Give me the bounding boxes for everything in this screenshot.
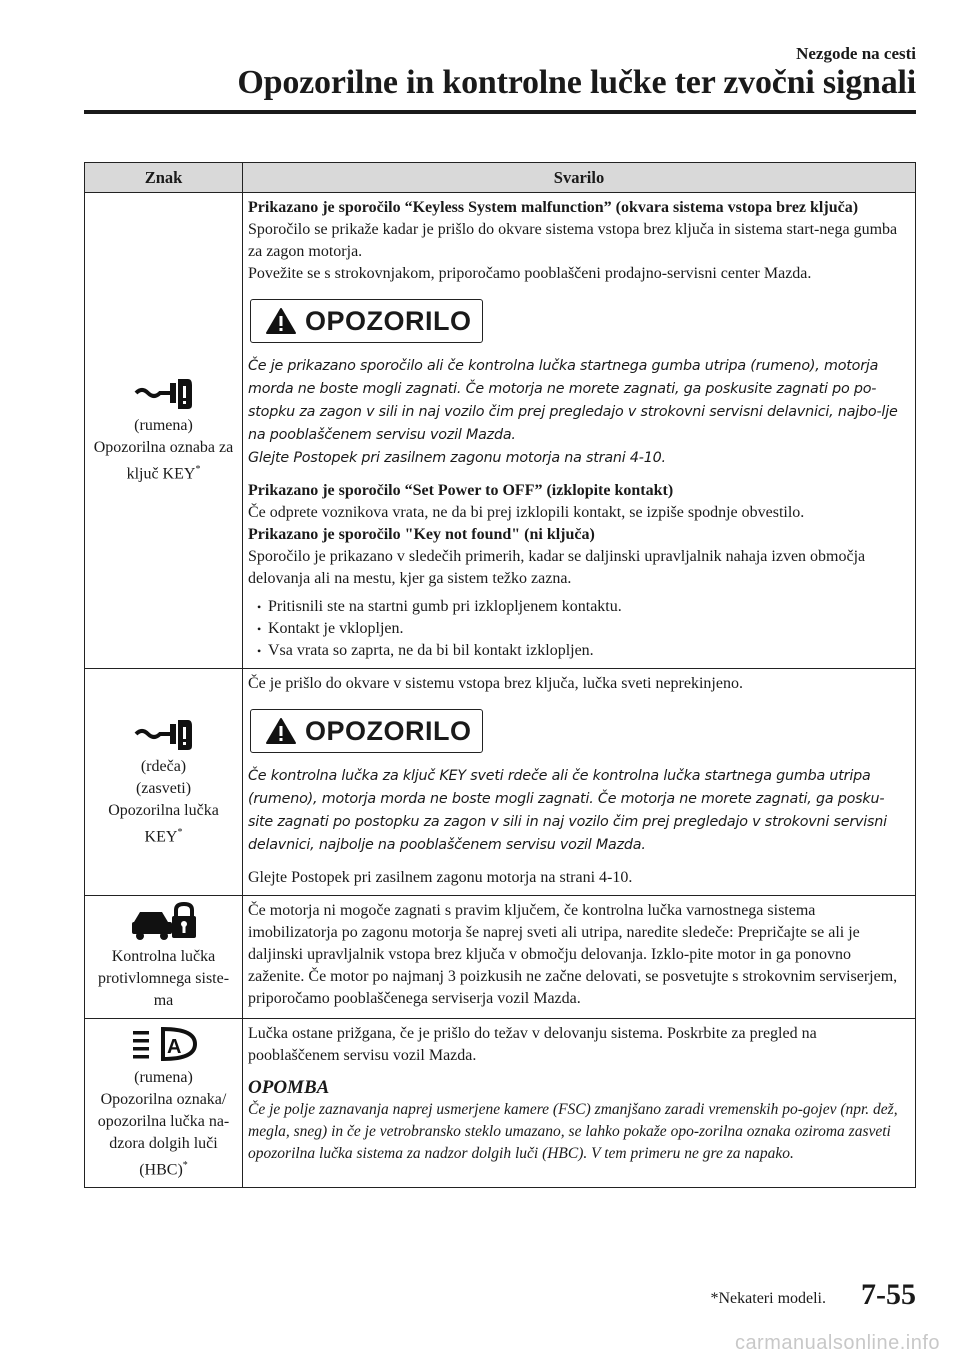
warning-reference: Glejte Postopek pri zasilnem zagonu motorja na strani 4-10. — [248, 450, 666, 466]
message-title: Prikazano je sporočilo “Set Power to OFF” (izklopite kontakt) — [248, 482, 674, 499]
page-number: 7-55 — [861, 1278, 916, 1311]
note-title: OPOMBA — [248, 1077, 330, 1098]
bullet-list — [248, 596, 907, 662]
message-text: Če motorja ni mogoče zagnati s pravim ključem, če kontrolna lučka varnostnega sistema imobilizatorja po zagonu motorja še naprej sveti ali utripa, naredite sledeče: Prepričajte se ali je daljinski upravljalnik vstopa brez ključa v območju delovanja. Izklo-pite motor in ga ponovno zaženite. Če motor po najmanj 3 poizkusih ne začne delovati, se posvetujte s strokovnim serviserjem, priporočamo pooblaščenega serviserja vozil Mazda. — [248, 902, 898, 1007]
warning-cell — [243, 1019, 916, 1188]
warning-badge — [250, 709, 483, 753]
sign-label: Opozorilna oznaka/ opozorilna lučka na-dzora dolgih luči (HBC)* — [97, 1091, 230, 1179]
sign-color: (rumena) — [134, 417, 193, 435]
col-header-warning: Svarilo — [243, 163, 916, 193]
sign-state: (zasveti) — [135, 779, 192, 797]
col-header-sign: Znak — [85, 163, 243, 193]
warning-label: OPOZORILO — [305, 306, 472, 336]
high-beam-control-icon — [129, 1025, 199, 1063]
table-header-row — [85, 163, 916, 193]
warning-cell — [243, 896, 916, 1019]
warning-label: OPOZORILO — [305, 716, 472, 746]
message-text: Povežite se s strokovnjakom, priporočamo pooblaščeni prodajno-servisni center Mazda. — [248, 265, 812, 282]
sign-cell — [85, 193, 243, 669]
warning-text: Če je prikazano sporočilo ali če kontrolna lučka startnega gumba utripa (rumeno), motorja morda ne boste mogli zagnati. Če motorja ne morete zagnati, ga poskusite zagnati po po-stopku za zagon v sili in naj vozilo čim prej pregledajo v strokovni servisni delavnici, najbo-lje na pooblaščenem servisu vozil Mazda. — [248, 358, 898, 443]
footnote: *Nekateri modeli. — [710, 1290, 826, 1307]
section-title: Nezgode na cesti — [796, 44, 916, 63]
message-text: Če je prišlo do okvare v sistemu vstopa brez ključa, lučka sveti neprekinjeno. — [248, 675, 743, 692]
message-text: Sporočilo se prikaže kadar je prišlo do okvare sistema vstopa brez ključa in sistema start-nega gumba za zagon motorja. — [248, 221, 898, 260]
warning-text: Če kontrolna lučka za ključ KEY sveti rdeče ali če kontrolna lučka startnega gumba utripa (rumeno), motorja morda ne boste mogli zagnati. Če motorja ne morete zagnati, ga posku-site zagnati po postopku za zagon v sili in naj vozilo čim prej pregledajo v strokovni servisni delavnici, najbolje na pooblaščenem servisu vozil Mazda. — [248, 768, 887, 853]
sign-label: Kontrolna lučka protivlomnega siste-ma — [97, 948, 230, 1009]
sign-color: (rumena) — [134, 1069, 193, 1086]
sign-label: Opozorilna lučka KEY* — [108, 801, 219, 846]
list-item: • Vsa vrata so zaprta, ne da bi bil kontakt izklopljen. — [257, 642, 594, 659]
warning-cell — [243, 193, 916, 669]
watermark: carmanualsonline.info — [734, 1332, 940, 1354]
message-text: Če odprete voznikova vrata, ne da bi prej izklopili kontakt, se izpiše spodnje obvestilo. — [248, 504, 805, 521]
table-row — [85, 1019, 916, 1188]
warning-triangle-icon — [265, 717, 297, 745]
table-row — [85, 193, 916, 669]
warning-badge — [250, 299, 483, 343]
sign-color: (rdeča) — [140, 757, 187, 775]
message-title: Prikazano je sporočilo “Keyless System malfunction” (okvara sistema vstopa brez ključa) — [248, 199, 859, 216]
message-text: Sporočilo je prikazano v sledečih primerih, kadar se daljinski upravljalnik nahaja izven območja delovanja ali na mestu, kjer ga sistem težko zazna. — [248, 548, 866, 587]
sign-label: Opozorilna oznaba za ključ KEY* — [93, 439, 234, 483]
immobilizer-car-lock-icon — [128, 902, 200, 942]
list-item: • Pritisnili ste na startni gumb pri izklopljenem kontaktu. — [257, 598, 622, 615]
warning-reference: Glejte Postopek pri zasilnem zagonu motorja na strani 4-10. — [248, 869, 633, 886]
sign-cell — [85, 669, 243, 896]
message-title: Prikazano je sporočilo "Key not found" (ni ključa) — [248, 526, 595, 543]
warning-table — [84, 162, 916, 1188]
warning-cell — [243, 669, 916, 896]
list-item: • Kontakt je vklopljen. — [257, 620, 404, 637]
table-row — [85, 669, 916, 896]
header-rule — [84, 110, 916, 114]
key-warning-icon — [132, 716, 196, 752]
svg-text:A: A — [166, 1036, 181, 1058]
key-warning-icon — [132, 375, 196, 411]
sign-cell — [85, 1019, 243, 1188]
sign-cell — [85, 896, 243, 1019]
message-text: Lučka ostane prižgana, če je prišlo do težav v delovanju sistema. Poskrbite za pregled na pooblaščenem servisu vozil Mazda. — [248, 1025, 817, 1064]
table-row — [85, 896, 916, 1019]
warning-triangle-icon — [265, 307, 297, 335]
page-title: Opozorilne in kontrolne lučke ter zvočni signali — [237, 64, 916, 101]
note-text: Če je polje zaznavanja naprej usmerjene kamere (FSC) zmanjšano zaradi vremenskih po-gojev (npr. dež, megla, sneg) in če je vetrobransko steklo umazano, se lahko pokaže opo-zorilna oznaka oziroma zasveti opozorilna lučka sistema za nadzor dolgih luči (HBC). V tem primeru ne gre za napako. — [248, 1101, 898, 1162]
